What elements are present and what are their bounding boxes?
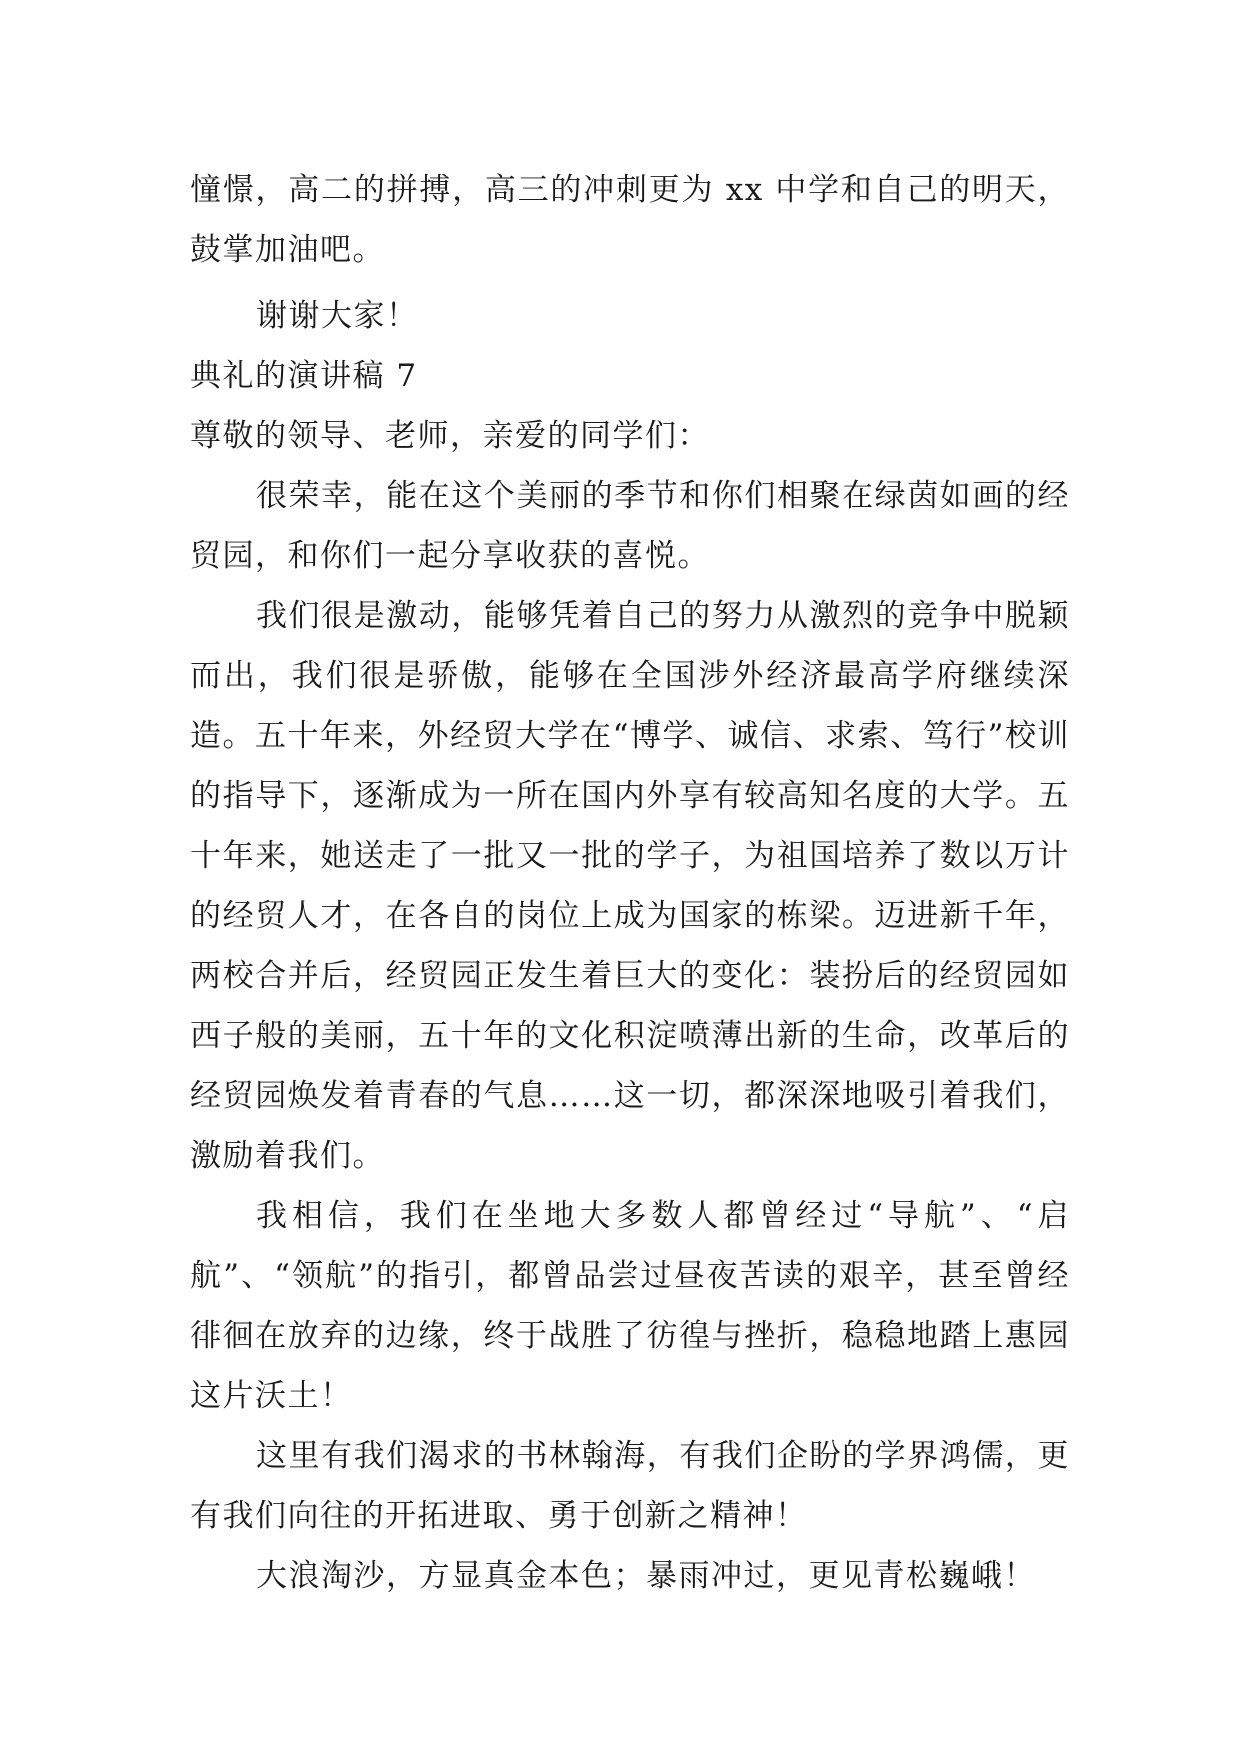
body-paragraph-1: 很荣幸，能在这个美丽的季节和你们相聚在绿茵如画的经贸园，和你们一起分享收获的喜悦。 [190,478,1070,574]
section-title: 典礼的演讲稿 7 [190,358,418,394]
body-paragraph-5: 大浪淘沙，方显真金本色；暴雨冲过，更见青松巍峨！ [256,1558,1036,1594]
body-paragraph-3: 我相信，我们在坐地大多数人都曾经过“导航”、“启航”、“领航”的指引，都曾品尝过昼夜苦读的艰辛，甚至曾经徘徊在放弃的边缘，终于战胜了彷徨与挫折，稳稳地踏上惠园这片沃土！ [190,1198,1070,1414]
salutation: 尊敬的领导、老师，亲爱的同学们： [190,418,710,454]
continuation-paragraph: 憧憬，高二的拼搏，高三的冲刺更为 xx 中学和自己的明天，鼓掌加油吧。 [190,172,1070,268]
thanks-line: 谢谢大家！ [256,298,419,334]
body-paragraph-4: 这里有我们渴求的书林翰海，有我们企盼的学界鸿儒，更有我们向往的开拓进取、勇于创新之精神！ [190,1438,1070,1534]
body-paragraph-2: 我们很是激动，能够凭着自己的努力从激烈的竞争中脱颖而出，我们很是骄傲，能够在全国涉外经济最高学府继续深造。五十年来，外经贸大学在“博学、诚信、求索、笃行”校训的指导下，逐渐成为一所在国内外享有较高知名度的大学。五十年来，她送走了一批又一批的学子，为祖国培养了数以万计的经贸人才，在各自的岗位上成为国家的栋梁。迈进新千年，两校合并后，经贸园正发生着巨大的变化：装扮后的经贸园如西子般的美丽，五十年的文化积淀喷薄出新的生命，改革后的经贸园焕发着青春的气息……这一切，都深深地吸引着我们，激励着我们。 [190,598,1070,1174]
document-body [190,160,1070,1606]
